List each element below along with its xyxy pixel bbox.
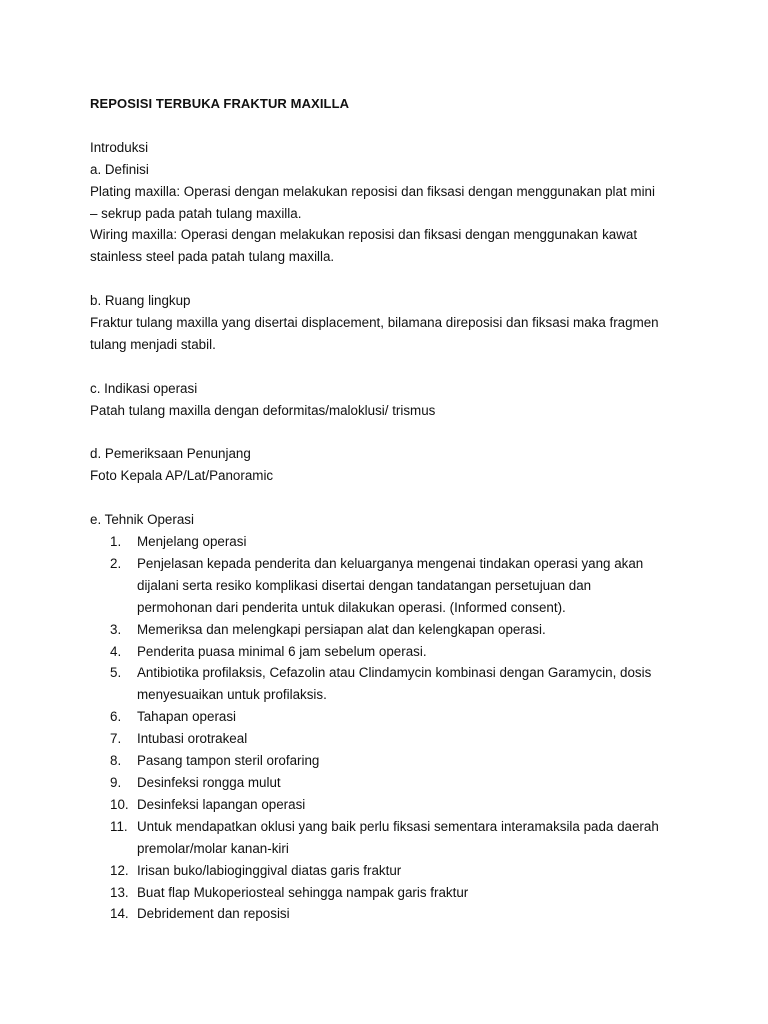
list-item [90, 684, 690, 706]
list-item [90, 860, 690, 882]
indikasi-heading: c. Indikasi operasi [90, 380, 198, 396]
list-item [90, 706, 690, 728]
list-item-number: 11. [110, 818, 128, 834]
list-item [90, 903, 690, 925]
list-item-number: 13. [110, 884, 129, 900]
list-item [90, 772, 690, 794]
list-item [90, 838, 690, 860]
list-item-text: Pasang tampon steril orofaring [137, 753, 320, 769]
list-item-text: Penjelasan kepada penderita dan keluarganya mengenai tindakan operasi yang akan [137, 555, 644, 571]
list-item-text: permohonan dari penderita untuk dilakukan operasi. (Informed consent). [137, 599, 566, 615]
list-item [90, 575, 690, 597]
plating-text-line-2: – sekrup pada patah tulang maxilla. [90, 205, 302, 221]
list-item-text: Memeriksa dan melengkapi persiapan alat dan kelengkapan operasi. [137, 621, 546, 637]
list-item-text: Intubasi orotrakeal [137, 731, 248, 747]
definisi-heading: a. Definisi [90, 161, 149, 177]
list-item-number: 8. [110, 753, 122, 769]
list-item-number: 10. [110, 796, 129, 812]
list-item-number: 14. [110, 906, 129, 922]
spacer [90, 422, 690, 444]
list-item-text: premolar/molar kanan-kiri [137, 840, 289, 856]
list-item [90, 597, 690, 619]
list-item-text: Tahapan operasi [137, 709, 237, 725]
list-item-number [90, 684, 137, 706]
list-item-number: 9. [110, 775, 122, 791]
list-item-text: Penderita puasa minimal 6 jam sebelum operasi. [137, 643, 427, 659]
list-item-number: 3. [110, 621, 122, 637]
list-item-number: 7. [110, 731, 122, 747]
list-item-number: 12. [110, 862, 129, 878]
list-item-text: Antibiotika profilaksis, Cefazolin atau Clindamycin kombinasi dengan Garamycin, dosis [137, 665, 652, 681]
document-page [90, 93, 690, 925]
pemeriksaan-line-1: Foto Kepala AP/Lat/Panoramic [90, 468, 274, 484]
tehnik-heading: e. Tehnik Operasi [90, 512, 194, 528]
tehnik-steps-list [90, 531, 690, 925]
list-item-text: dijalani serta resiko komplikasi disertai dengan tandatangan persetujuan dan [137, 577, 592, 593]
ruang-lingkup-heading: b. Ruang lingkup [90, 293, 191, 309]
plating-text-line-1: Plating maxilla: Operasi dengan melakukan reposisi dan fiksasi dengan menggunakan plat mini [90, 183, 655, 199]
list-item-number: 5. [110, 665, 122, 681]
list-item-text: Untuk mendapatkan oklusi yang baik perlu fiksasi sementara interamaksila pada daerah [137, 818, 659, 834]
spacer [90, 356, 690, 378]
indikasi-line-1: Patah tulang maxilla dengan deformitas/maloklusi/ trismus [90, 402, 436, 418]
wiring-text-line-1: Wiring maxilla: Operasi dengan melakukan reposisi dan fiksasi dengan menggunakan kawat [90, 227, 638, 243]
spacer [90, 487, 690, 509]
list-item-number: 4. [110, 643, 122, 659]
list-item-number [90, 597, 137, 619]
list-item [90, 816, 690, 838]
list-item [90, 882, 690, 904]
list-item [90, 531, 690, 553]
list-item [90, 750, 690, 772]
list-item-number [90, 575, 137, 597]
list-item-text: Desinfeksi lapangan operasi [137, 796, 306, 812]
list-item-text: Irisan buko/labioginggival diatas garis fraktur [137, 862, 402, 878]
pemeriksaan-heading: d. Pemeriksaan Penunjang [90, 446, 251, 462]
list-item-text: menyesuaikan untuk profilaksis. [137, 687, 327, 703]
spacer [90, 115, 690, 137]
ruang-lingkup-line-2: tulang menjadi stabil. [90, 336, 216, 352]
list-item [90, 641, 690, 663]
ruang-lingkup-line-1: Fraktur tulang maxilla yang disertai displacement, bilamana direposisi dan fiksasi maka fragmen [90, 315, 659, 331]
intro-heading: Introduksi [90, 139, 149, 155]
list-item-text: Debridement dan reposisi [137, 906, 290, 922]
list-item-number: 2. [110, 555, 122, 571]
list-item [90, 619, 690, 641]
document-title: REPOSISI TERBUKA FRAKTUR MAXILLA [90, 96, 350, 111]
list-item-text: Buat flap Mukoperiosteal sehingga nampak garis fraktur [137, 884, 469, 900]
spacer [90, 268, 690, 290]
list-item-number: 1. [110, 534, 122, 550]
wiring-text-line-2: stainless steel pada patah tulang maxilla. [90, 249, 335, 265]
list-item-text: Desinfeksi rongga mulut [137, 775, 281, 791]
list-item [90, 728, 690, 750]
list-item [90, 794, 690, 816]
list-item [90, 553, 690, 575]
list-item-number [90, 838, 137, 860]
list-item [90, 662, 690, 684]
list-item-text: Menjelang operasi [137, 534, 247, 550]
list-item-number: 6. [110, 709, 122, 725]
